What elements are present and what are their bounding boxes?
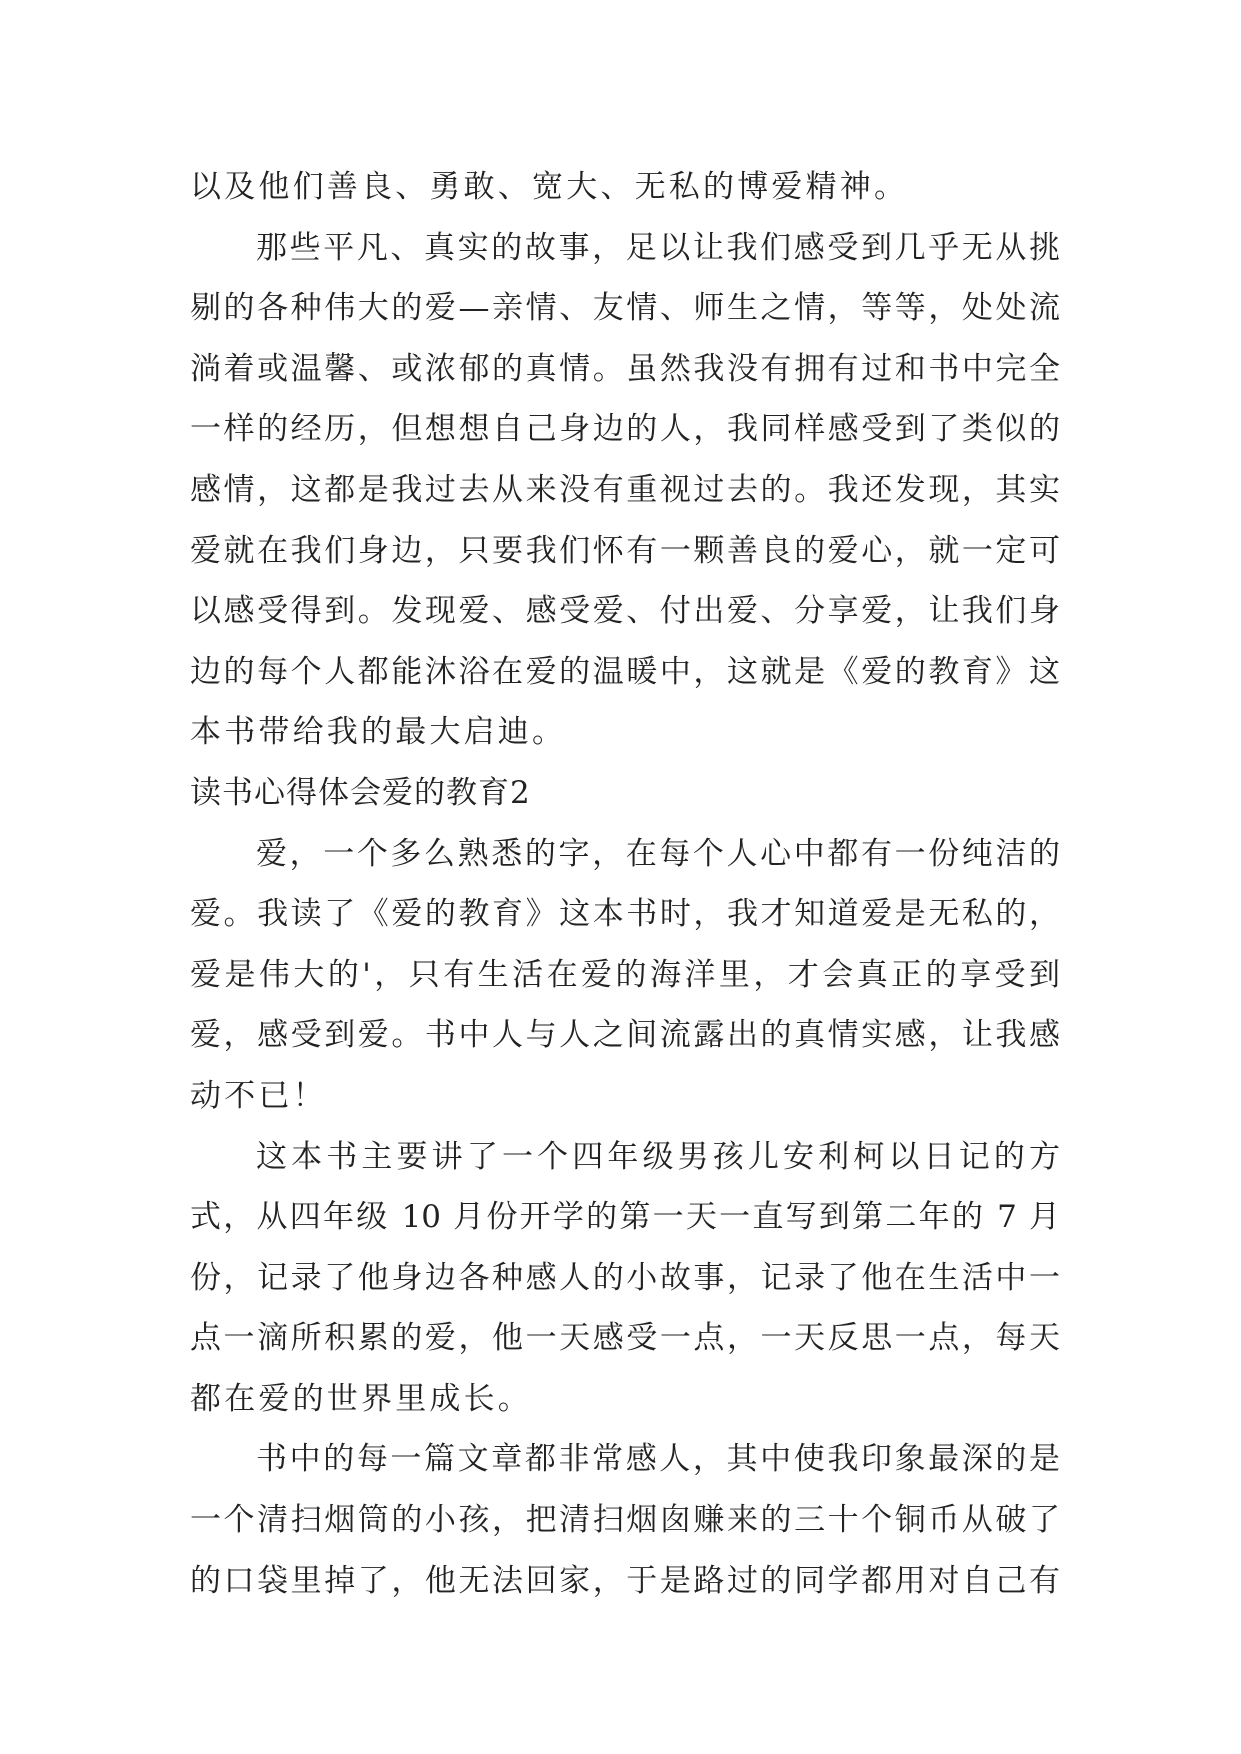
section-heading: 读书心得体会爱的教育2 [190, 774, 531, 811]
text-line: 淌着或温馨、或浓郁的真情。虽然我没有拥有过和书中完全 [190, 350, 1060, 387]
text-line: 爱是伟大的'，只有生活在爱的海洋里，才会真正的享受到 [190, 956, 1060, 993]
text-line: 以及他们善良、勇敢、宽大、无私的博爱精神。 [190, 169, 909, 205]
text-line: 这本书主要讲了一个四年级男孩儿安利柯以日记的方 [256, 1138, 1060, 1175]
text-line: 点一滴所积累的爱，他一天感受一点，一天反思一点，每天 [190, 1320, 1060, 1357]
text-line: 那些平凡、真实的故事，足以让我们感受到几乎无从挑 [256, 229, 1060, 266]
text-line: 动不已！ [190, 1077, 327, 1114]
text-line: 都在爱的世界里成长。 [190, 1380, 532, 1417]
text-line: 边的每个人都能沐浴在爱的温暖中，这就是《爱的教育》这 [190, 653, 1060, 690]
text-line: 一个清扫烟筒的小孩，把清扫烟囱赚来的三十个铜币从破了 [190, 1502, 1060, 1539]
text-line: 剔的各种伟大的爱—亲情、友情、师生之情，等等，处处流 [190, 290, 1060, 327]
text-line: 以感受得到。发现爱、感受爱、付出爱、分享爱，让我们身 [190, 593, 1060, 630]
text-line: 爱。我读了《爱的教育》这本书时，我才知道爱是无私的， [190, 896, 1060, 933]
text-line: 爱，一个多么熟悉的字，在每个人心中都有一份纯洁的 [256, 835, 1060, 872]
text-line: 一样的经历，但想想自己身边的人，我同样感受到了类似的 [190, 411, 1060, 448]
text-line: 本书带给我的最大启迪。 [190, 714, 567, 751]
document-body [190, 157, 1060, 1611]
text-line: 的口袋里掉了，他无法回家，于是路过的同学都用对自己有 [190, 1562, 1060, 1599]
text-line: 式，从四年级 10 月份开学的第一天一直写到第二年的 7 月 [190, 1199, 1060, 1236]
text-line: 感情，这都是我过去从来没有重视过去的。我还发现，其实 [190, 471, 1060, 508]
text-line: 爱，感受到爱。书中人与人之间流露出的真情实感，让我感 [190, 1017, 1060, 1054]
text-line: 爱就在我们身边，只要我们怀有一颗善良的爱心，就一定可 [190, 532, 1060, 569]
text-line: 份，记录了他身边各种感人的小故事，记录了他在生活中一 [190, 1259, 1060, 1296]
text-line: 书中的每一篇文章都非常感人，其中使我印象最深的是 [256, 1441, 1060, 1478]
